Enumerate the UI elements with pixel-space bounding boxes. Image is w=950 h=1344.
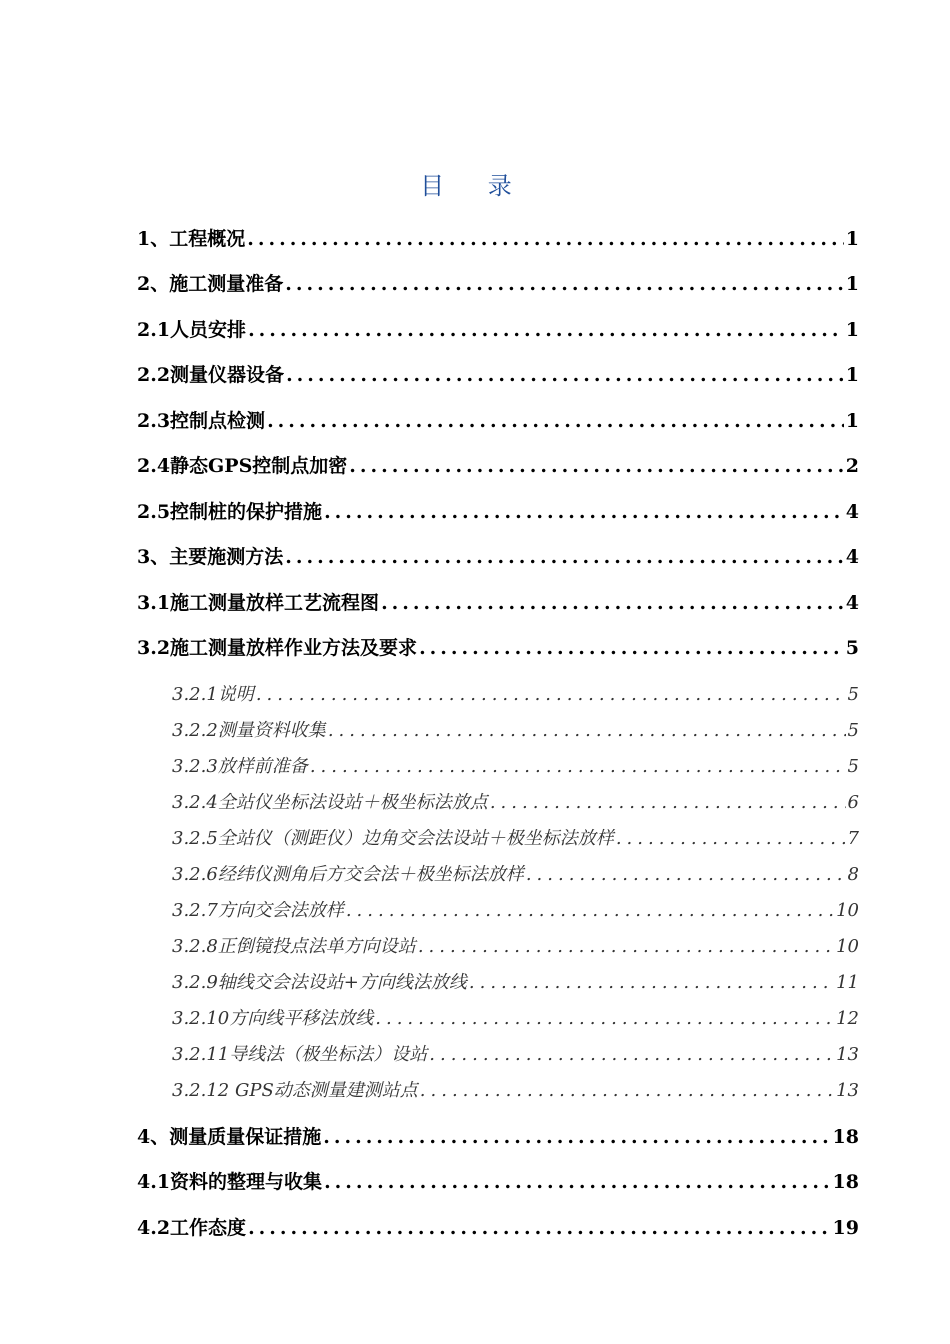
toc-entry-page: 10 [836, 900, 859, 921]
toc-entry-text: 3.2.3放样前准备 [172, 756, 308, 777]
toc-entry-text: 3.2.2测量资料收集 [172, 720, 326, 741]
toc-entry[interactable] [137, 1167, 859, 1194]
toc-entry[interactable] [137, 224, 859, 251]
toc-entry[interactable] [137, 315, 859, 342]
toc-entry[interactable] [137, 588, 859, 615]
toc-entry[interactable] [137, 360, 859, 387]
toc-entry-text: 3.2.6经纬仪测角后方交会法＋极坐标法放样 [172, 864, 524, 885]
toc-leader-dots [248, 319, 844, 341]
toc-entry[interactable] [172, 716, 859, 742]
toc-entry[interactable] [137, 269, 859, 296]
toc-entry-page: 4 [845, 501, 859, 523]
toc-entry-page: 19 [832, 1217, 859, 1239]
toc-entry-page: 11 [836, 972, 859, 993]
toc-leader-dots [286, 364, 844, 386]
toc-entry-text: 2.3控制点检测 [137, 410, 266, 432]
toc-entry-page: 2 [845, 455, 859, 477]
toc-entry[interactable] [172, 896, 859, 922]
toc-entry-page: 6 [847, 792, 859, 813]
toc-leader-dots [247, 228, 844, 250]
toc-entry[interactable] [172, 1076, 859, 1102]
toc-leader-dots [324, 501, 844, 523]
toc-entry-page: 5 [847, 756, 859, 777]
toc-entry-text: 2.5控制桩的保护措施 [137, 501, 323, 523]
toc-entry-page: 4 [845, 546, 859, 568]
toc-leader-dots [285, 273, 844, 295]
toc-entry-text: 3.1施工测量放样工艺流程图 [137, 592, 380, 614]
toc-leader-dots [248, 1217, 830, 1239]
toc-leader-dots [323, 1126, 830, 1148]
toc-entry-text: 3.2.11导线法（极坐标法）设站 [172, 1044, 428, 1065]
toc-entry-page: 13 [836, 1080, 859, 1101]
toc-entry[interactable] [172, 1040, 859, 1066]
toc-leader-dots [418, 936, 834, 957]
toc-entry-text: 3、主要施测方法 [137, 546, 284, 568]
toc-entry-page: 5 [847, 684, 859, 705]
toc-entry[interactable] [172, 932, 859, 958]
toc-entry[interactable] [172, 1004, 859, 1030]
toc-title: 目 录 [420, 172, 530, 200]
toc-entry[interactable] [137, 406, 859, 433]
toc-entry[interactable] [172, 680, 859, 706]
toc-leader-dots [349, 455, 843, 477]
toc-leader-dots [324, 1171, 830, 1193]
toc-entry-text: 2.1人员安排 [137, 319, 247, 341]
toc-entry-page: 18 [832, 1126, 859, 1148]
toc-entry-text: 3.2.1说明 [172, 684, 254, 705]
toc-entry[interactable] [137, 542, 859, 569]
toc-entry-page: 13 [836, 1044, 859, 1065]
toc-entry[interactable] [172, 860, 859, 886]
toc-entry-text: 3.2.4全站仪坐标法设站＋极坐标法放点 [172, 792, 488, 813]
toc-leader-dots [429, 1044, 834, 1065]
toc-leader-dots [256, 684, 846, 705]
toc-entry[interactable] [172, 788, 859, 814]
toc-entry[interactable] [172, 752, 859, 778]
toc-entry-text: 4.2工作态度 [137, 1217, 247, 1239]
toc-entry-page: 18 [832, 1171, 859, 1193]
toc-entry-text: 2.4静态GPS控制点加密 [137, 455, 348, 477]
toc-entry-text: 4.1资料的整理与收集 [137, 1171, 323, 1193]
toc-leader-dots [526, 864, 846, 885]
toc-entry[interactable] [137, 633, 859, 660]
toc-leader-dots [285, 546, 844, 568]
toc-entry-text: 3.2.9轴线交会法设站+方向线法放线 [172, 972, 467, 993]
toc-entry[interactable] [137, 1213, 859, 1240]
toc-entry-text: 2、施工测量准备 [137, 273, 284, 295]
toc-leader-dots [328, 720, 846, 741]
toc-leader-dots [310, 756, 846, 777]
toc-leader-dots [267, 410, 844, 432]
toc-entry-page: 4 [845, 592, 859, 614]
toc-entry-text: 3.2.8正倒镜投点法单方向设站 [172, 936, 416, 957]
toc-entry-page: 5 [845, 637, 859, 659]
toc-entry-text: 1、工程概况 [137, 228, 246, 250]
toc-leader-dots [420, 1080, 834, 1101]
toc-entry[interactable] [137, 451, 859, 478]
toc-entry-text: 2.2测量仪器设备 [137, 364, 285, 386]
toc-entry-page: 7 [847, 828, 859, 849]
toc-leader-dots [490, 792, 846, 813]
toc-leader-dots [419, 637, 844, 659]
toc-entry[interactable] [137, 497, 859, 524]
toc-entry[interactable] [137, 1122, 859, 1149]
toc-entry-text: 3.2施工测量放样作业方法及要求 [137, 637, 418, 659]
toc-leader-dots [616, 828, 846, 849]
toc-entry[interactable] [172, 824, 859, 850]
toc-entry-page: 12 [836, 1008, 859, 1029]
toc-entry[interactable] [172, 968, 859, 994]
toc-entry-page: 5 [847, 720, 859, 741]
toc-entry-text: 3.2.5全站仪（测距仪）边角交会法设站＋极坐标法放样 [172, 828, 614, 849]
toc-entry-text: 3.2.7方向交会法放样 [172, 900, 344, 921]
toc-entry-text: 3.2.12 GPS动态测量建测站点 [172, 1080, 418, 1101]
toc-entry-page: 1 [845, 319, 859, 341]
toc-entry-text: 4、测量质量保证措施 [137, 1126, 322, 1148]
toc-leader-dots [375, 1008, 834, 1029]
toc-entry-page: 1 [845, 228, 859, 250]
toc-entry-page: 1 [845, 273, 859, 295]
toc-entry-page: 1 [845, 410, 859, 432]
toc-entry-page: 10 [836, 936, 859, 957]
toc-entry-page: 1 [845, 364, 859, 386]
toc-leader-dots [346, 900, 834, 921]
toc-entry-text: 3.2.10方向线平移法放线 [172, 1008, 374, 1029]
toc-leader-dots [381, 592, 844, 614]
toc-leader-dots [469, 972, 834, 993]
toc-entry-page: 8 [847, 864, 859, 885]
